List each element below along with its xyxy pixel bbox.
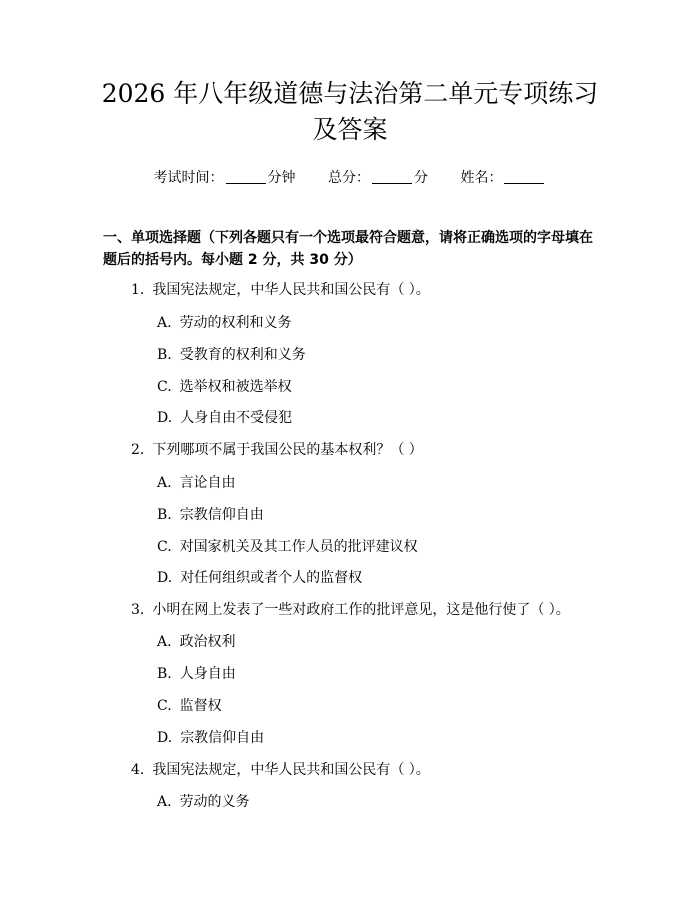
question-text: 我国宪法规定，中华人民共和国公民有（ ）。 (152, 762, 430, 778)
option-letter: B. (157, 666, 172, 682)
option-text: 监督权 (179, 698, 222, 714)
option-text: 选举权和被选举权 (179, 379, 292, 395)
exam-time-label: 考试时间： (153, 170, 224, 186)
option-2b (157, 505, 597, 525)
option-text: 人身自由不受侵犯 (180, 410, 293, 426)
option-2a (157, 473, 597, 493)
title-line-1: 2026 年八年级道德与法治第二单元专项练习 (101, 79, 599, 108)
question-text: 我国宪法规定，中华人民共和国公民有（ ）。 (152, 282, 430, 298)
option-text: 受教育的权利和义务 (179, 347, 306, 363)
option-text: 人身自由 (179, 666, 236, 682)
option-text: 对任何组织或者个人的监督权 (180, 570, 363, 586)
option-1a (157, 313, 597, 333)
total-score-blank (372, 169, 412, 184)
option-letter: C. (157, 539, 172, 555)
option-text: 政治权利 (179, 634, 236, 650)
option-text: 宗教信仰自由 (179, 507, 264, 523)
question-4 (131, 760, 611, 780)
question-text: 小明在网上发表了一些对政府工作的批评意见，这是他行使了（ ）。 (152, 602, 570, 618)
option-letter: A. (157, 475, 172, 491)
option-letter: A. (157, 634, 172, 650)
option-1b (157, 345, 597, 365)
page-title (0, 76, 700, 148)
option-letter: A. (157, 315, 172, 331)
option-text: 劳动的权利和义务 (179, 315, 292, 331)
option-1d (157, 408, 597, 428)
exam-time-blank (226, 169, 266, 184)
question-number: 1. (131, 282, 145, 298)
exam-time (154, 168, 296, 188)
option-4a (157, 792, 597, 812)
option-3d (157, 728, 597, 748)
option-2d (157, 568, 597, 588)
option-letter: C. (157, 379, 172, 395)
question-2 (131, 440, 611, 460)
option-3a (157, 632, 597, 652)
option-text: 对国家机关及其工作人员的批评建议权 (179, 539, 418, 555)
title-line-2: 及答案 (312, 115, 388, 144)
option-2c (157, 537, 597, 557)
option-letter: A. (157, 794, 172, 810)
option-letter: D. (157, 410, 173, 426)
student-name-label: 姓名： (460, 170, 503, 186)
question-3 (131, 600, 611, 620)
option-letter: B. (157, 507, 172, 523)
option-1c (157, 377, 597, 397)
question-number: 2. (131, 442, 145, 458)
total-score-label: 总分： (328, 170, 370, 186)
option-letter: D. (157, 730, 173, 746)
option-3b (157, 664, 597, 684)
option-text: 劳动的义务 (179, 794, 250, 810)
question-1 (131, 280, 611, 300)
student-name-blank (504, 169, 544, 184)
total-score (328, 168, 428, 188)
exam-time-unit: 分钟 (267, 170, 296, 186)
option-letter: B. (157, 347, 172, 363)
total-score-unit: 分 (414, 170, 428, 186)
option-letter: D. (157, 570, 173, 586)
student-name (460, 168, 546, 188)
question-number: 4. (131, 762, 145, 778)
option-3c (157, 696, 597, 716)
section-heading: 一、单项选择题（下列各题只有一个选项最符合题意，请将正确选项的字母填在题后的括号内。每小题 2 分，共 30 分） (103, 230, 593, 268)
exam-meta (0, 168, 700, 188)
question-number: 3. (131, 602, 145, 618)
question-text: 下列哪项不属于我国公民的基本权利？（ ） (152, 442, 423, 458)
option-text: 言论自由 (179, 475, 236, 491)
option-text: 宗教信仰自由 (180, 730, 265, 746)
option-letter: C. (157, 698, 172, 714)
